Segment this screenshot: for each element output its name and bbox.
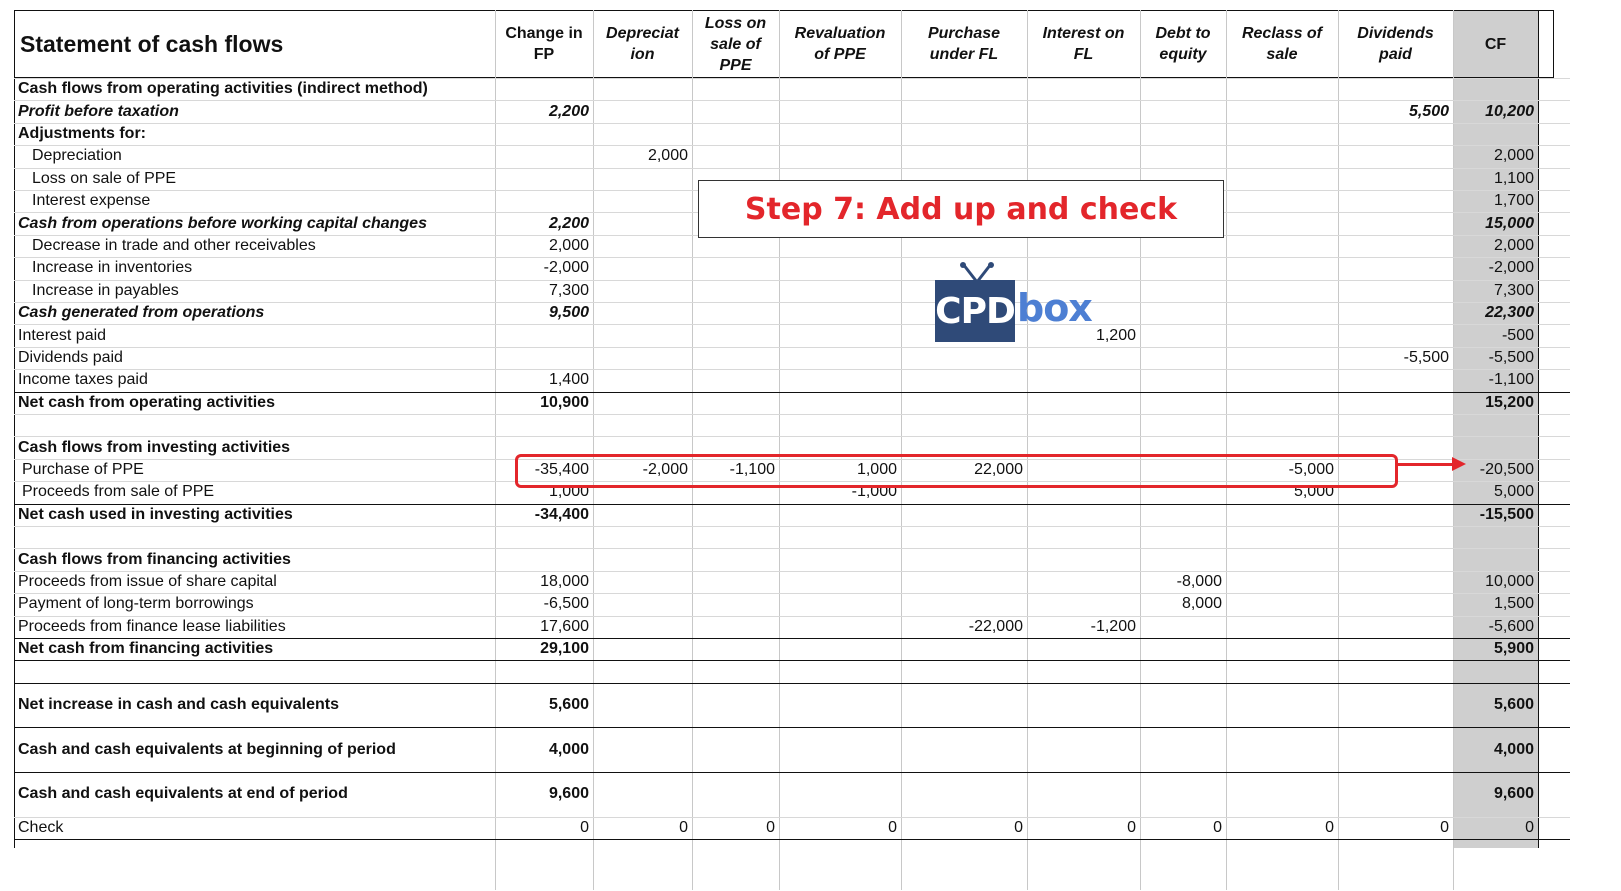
cell-value: 10,900 — [540, 393, 589, 411]
row-label: Increase in inventories — [32, 259, 193, 277]
cell-value: 10,200 — [1485, 102, 1534, 120]
grid-column-line — [1140, 10, 1141, 890]
cell-value: 0 — [1213, 818, 1222, 836]
row-label: Profit before taxation — [18, 102, 179, 120]
column-header: Purchase under FL — [927, 25, 1001, 63]
cell-value: 1,700 — [1493, 192, 1534, 210]
sheet-title: Statement of cash flows — [20, 30, 284, 57]
cell-value: 22,300 — [1485, 304, 1534, 322]
logo-box: box — [1017, 286, 1092, 330]
row-label: Proceeds from sale of PPE — [22, 483, 215, 501]
column-header: Debt to equity — [1155, 25, 1211, 63]
grid-column-line — [901, 10, 902, 890]
highlight-arrow-line — [1398, 463, 1456, 466]
spreadsheet — [14, 10, 1570, 890]
cell-value: -1,100 — [1488, 371, 1534, 389]
row-label: Cash from operations before working capital changes — [18, 214, 427, 232]
column-header: Depreciat ion — [606, 25, 679, 63]
cell-value: 2,200 — [548, 214, 589, 232]
cell-value: 2,000 — [647, 147, 688, 165]
cell-value: 5,000 — [1293, 483, 1334, 501]
cell-value: 5,900 — [1493, 640, 1534, 658]
row-label: Depreciation — [32, 147, 122, 165]
cell-value: 5,000 — [1493, 483, 1534, 501]
grid-row-line — [14, 526, 1570, 527]
cf-column-shade — [1453, 10, 1538, 848]
cell-value: 9,600 — [548, 785, 589, 803]
column-header: CF — [1484, 35, 1507, 53]
cell-value: 7,300 — [548, 281, 589, 299]
cell-value: 5,600 — [548, 696, 589, 714]
cell-value: 8,000 — [1181, 595, 1222, 613]
cpdbox-logo — [935, 262, 1092, 344]
row-label: Income taxes paid — [18, 371, 148, 389]
row-label: Net cash from operating activities — [18, 393, 275, 411]
grid-row-line — [14, 839, 1570, 840]
grid-column-line — [14, 10, 15, 848]
cell-value: -6,500 — [543, 595, 589, 613]
cell-value: 15,000 — [1485, 214, 1534, 232]
cell-value: 4,000 — [1493, 740, 1534, 758]
grid-column-line — [1538, 10, 1539, 848]
row-label: Net increase in cash and cash equivalents — [18, 696, 340, 714]
cell-value: -1,100 — [729, 461, 775, 478]
grid-row-line — [14, 414, 1570, 415]
row-label: Payment of long-term borrowings — [18, 595, 254, 613]
cell-value: -5,500 — [1403, 349, 1449, 366]
cell-value: 15,200 — [1485, 393, 1534, 411]
grid-column-line — [593, 10, 594, 890]
cell-value: 5,600 — [1493, 696, 1534, 714]
row-label: Proceeds from finance lease liabilities — [18, 617, 286, 635]
cell-value: -20,500 — [1479, 461, 1534, 478]
row-label: Cash flows from financing activities — [18, 550, 291, 568]
cell-value: -2,000 — [642, 461, 688, 478]
logo-cpd: CPD — [935, 280, 1015, 342]
cell-value: 29,100 — [540, 640, 589, 658]
column-header: Reclass of sale — [1241, 25, 1323, 63]
cell-value: 1,000 — [856, 461, 897, 478]
cell-value: 2,200 — [548, 102, 589, 120]
cell-value: 9,600 — [1493, 785, 1534, 803]
grid-row-line — [14, 100, 1570, 101]
cell-value: 17,600 — [540, 617, 589, 635]
cell-value: 5,500 — [1408, 102, 1449, 120]
cell-value: 0 — [1014, 818, 1023, 836]
cell-value: 4,000 — [548, 740, 589, 758]
grid-row-line — [14, 168, 1570, 169]
cell-value: 0 — [580, 818, 589, 836]
row-label: Cash and cash equivalents at beginning of period — [18, 740, 396, 758]
cell-value: -500 — [1501, 326, 1534, 344]
cell-value: 0 — [766, 818, 775, 836]
cell-value: -2,000 — [1488, 259, 1534, 277]
row-label: Net cash used in investing activities — [18, 505, 293, 523]
highlight-rectangle — [515, 454, 1398, 488]
highlight-arrow-head-icon — [1452, 457, 1466, 471]
grid-row-line — [14, 683, 1570, 684]
cell-value: -5,000 — [1288, 461, 1334, 478]
cell-value: 1,000 — [548, 483, 589, 501]
row-label: Net cash from financing activities — [18, 640, 274, 658]
cell-value: 1,200 — [1095, 326, 1136, 344]
cell-value: 0 — [888, 818, 897, 836]
grid-row-line — [14, 280, 1570, 281]
grid-column-line — [1226, 10, 1227, 890]
row-label: Cash flows from investing activities — [18, 438, 291, 456]
cell-value: 18,000 — [540, 573, 589, 590]
grid-row-line — [14, 660, 1570, 661]
row-label: Cash generated from operations — [18, 304, 265, 322]
cell-value: 0 — [1440, 818, 1449, 836]
cell-value: -2,000 — [543, 259, 589, 277]
row-label: Decrease in trade and other receivables — [32, 237, 316, 254]
column-header: Interest on FL — [1042, 25, 1125, 63]
row-label: Interest paid — [18, 326, 107, 344]
cell-value: -5,600 — [1488, 617, 1534, 635]
grid-column-line — [1027, 10, 1028, 890]
cell-value: 0 — [679, 818, 688, 836]
cell-value: 2,000 — [1493, 237, 1534, 254]
row-label: Proceeds from issue of share capital — [18, 573, 277, 590]
cell-value: 7,300 — [1493, 281, 1534, 299]
row-label: Cash and cash equivalents at end of period — [18, 785, 348, 803]
cell-value: -1,200 — [1090, 617, 1136, 635]
cell-value: -1,000 — [851, 483, 897, 501]
column-header: Revaluation of PPE — [794, 25, 886, 63]
cell-value: 2,000 — [548, 237, 589, 254]
grid-row-line — [14, 257, 1570, 258]
cell-value: -5,500 — [1488, 349, 1534, 366]
grid-column-line — [779, 10, 780, 890]
row-label: Dividends paid — [18, 349, 123, 366]
row-label: Adjustments for: — [18, 125, 146, 142]
grid-row-line — [14, 727, 1570, 728]
row-label: Cash flows from operating activities (indirect method) — [18, 80, 428, 98]
cell-value: -8,000 — [1176, 573, 1222, 590]
cell-value: 1,100 — [1493, 169, 1534, 187]
cell-value: 0 — [1525, 818, 1534, 836]
cell-value: -15,500 — [1479, 505, 1534, 523]
cell-value: 1,400 — [548, 371, 589, 389]
cell-value: -22,000 — [968, 617, 1023, 635]
cell-value: 10,000 — [1485, 573, 1534, 590]
cell-value: 9,500 — [548, 304, 589, 322]
column-header: Loss on sale of PPE — [704, 14, 767, 74]
grid-row-line — [14, 123, 1570, 124]
grid-row-line — [14, 145, 1570, 146]
grid-column-line — [1338, 10, 1339, 890]
row-label: Check — [18, 818, 64, 836]
grid-row-line — [14, 369, 1570, 370]
row-label: Interest expense — [32, 192, 151, 210]
row-label: Loss on sale of PPE — [32, 169, 177, 187]
cell-value: 0 — [1127, 818, 1136, 836]
column-header: Dividends paid — [1357, 25, 1434, 63]
cell-value: -35,400 — [534, 461, 589, 478]
grid-row-line — [14, 324, 1570, 325]
cell-value: 2,000 — [1493, 147, 1534, 165]
grid-row-line — [14, 772, 1570, 773]
cell-value: 0 — [1325, 818, 1334, 836]
grid-row-line — [14, 347, 1570, 348]
row-label: Purchase of PPE — [22, 461, 144, 478]
step-label-box: Step 7: Add up and check — [698, 180, 1224, 238]
cell-value: 1,500 — [1493, 595, 1534, 613]
cell-value: -34,400 — [534, 505, 589, 523]
row-label: Increase in payables — [32, 281, 179, 299]
grid-column-line — [692, 10, 693, 890]
column-header: Change in FP — [505, 25, 583, 63]
cell-value: 22,000 — [974, 461, 1023, 478]
